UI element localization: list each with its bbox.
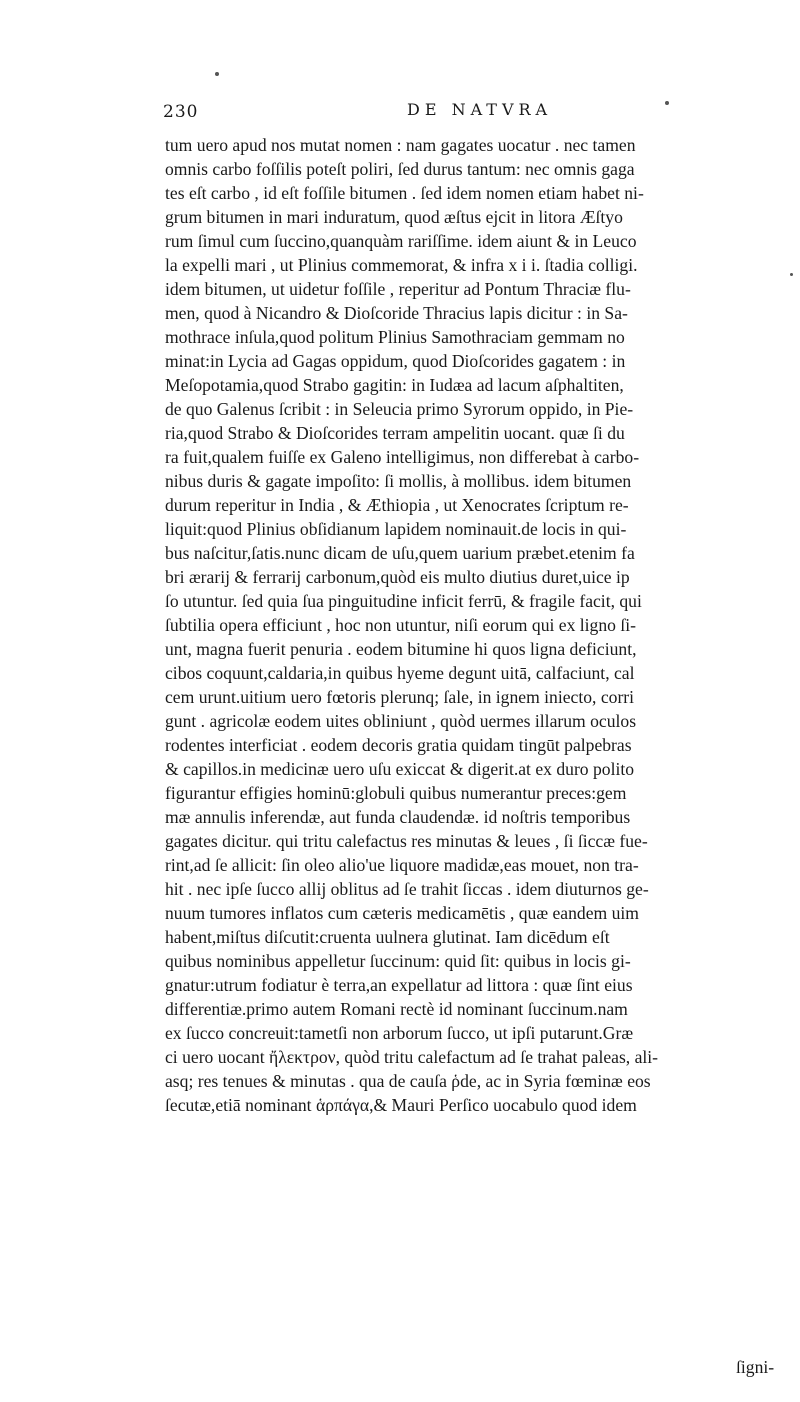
text-line: gunt . agricolæ eodem uites obliniunt , quòd uermes illarum oculos <box>165 711 637 731</box>
text-line: ex ſucco concreuit:tametſi non arborum ſucco, ut ipſi putarunt.Græ <box>165 1023 634 1043</box>
text-line: tes eſt carbo , id eſt foſſile bitumen . ſed idem nomen etiam habet ni- <box>165 183 644 203</box>
text-line: ci uero uocant ἤλεκτρον, quòd tritu calefactum ad ſe trahat paleas, ali- <box>165 1047 659 1067</box>
running-head: DE NATVRA <box>407 100 553 119</box>
text-line: Meſopotamia,quod Strabo gagitin: in Iudæa ad lacum aſphaltiten, <box>165 375 624 395</box>
text-line: asq; res tenues & minutas . qua de cauſa ῥde, ac in Syria fœminæ eos <box>165 1071 651 1091</box>
text-line: minat:in Lycia ad Gagas oppidum, quod Dioſcorides gagatem : in <box>165 351 626 371</box>
text-line: differentiæ.primo autem Romani rectè id nominant ſuccinum.nam <box>165 999 628 1019</box>
page-header <box>0 100 800 130</box>
text-line: de quo Galenus ſcribit : in Seleucia primo Syrorum oppido, in Pie- <box>165 399 634 419</box>
text-line: bri ærarij & ferrarij carbonum,quòd eis multo diutius duret,uice ip <box>165 567 630 587</box>
catchword: ſigni- <box>736 1357 775 1377</box>
text-line: hit . nec ipſe ſucco allij oblitus ad ſe trahit ſiccas . idem diuturnos ge- <box>165 879 649 899</box>
text-line: durum reperitur in India , & Æthiopia , ut Xenocrates ſcriptum re- <box>165 495 629 515</box>
text-line: cem urunt.uitium uero fœtoris plerunq; ſale, in ignem iniecto, corri <box>165 687 635 707</box>
text-line: grum bitumen in mari induratum, quod æſtus ejcit in litora Æſtyo <box>165 207 623 227</box>
text-line: nibus duris & gagate impoſito: ſi mollis, à mollibus. idem bitumen <box>165 471 632 491</box>
ink-speck <box>215 72 219 76</box>
text-line: rint,ad ſe allicit: ſin oleo alio'ue liquore madidæ,eas mouet, non tra- <box>165 855 639 875</box>
text-line: men, quod à Nicandro & Dioſcoride Thracius lapis dicitur : in Sa- <box>165 303 628 323</box>
text-line: & capillos.in medicinæ uero uſu exiccat & digerit.at ex duro polito <box>165 759 635 779</box>
text-line: ſecutæ,etiā nominant ἁρπάγα,& Mauri Perſico uocabulo quod idem <box>165 1095 637 1115</box>
text-line: gagates dicitur. qui tritu calefactus res minutas & leues , ſi ſiccæ fue- <box>165 831 648 851</box>
text-line: bus naſcitur,ſatis.nunc dicam de uſu,quem uarium præbet.etenim fa <box>165 543 635 563</box>
text-line: ſo utuntur. ſed quia ſua pinguitudine inficit ferrū, & fragile facit, qui <box>165 591 642 611</box>
text-line: nuum tumores inflatos cum cæteris medicamētis , quæ eandem uim <box>165 903 639 923</box>
text-line: gnatur:utrum fodiatur è terra,an expellatur ad littora : quæ ſint eius <box>165 975 633 995</box>
text-line: figurantur effigies hominū:globuli quibus numerantur preces:gem <box>165 783 627 803</box>
text-line: unt, magna fuerit penuria . eodem bitumine hi quos ligna deficiunt, <box>165 639 637 659</box>
text-line: idem bitumen, ut uidetur foſſile , reperitur ad Pontum Thraciæ flu- <box>165 279 631 299</box>
text-line: la expelli mari , ut Plinius commemorat, & infra x i i. ſtadia colligi. <box>165 255 638 275</box>
text-line: rum ſimul cum ſuccino,quanquàm rariſſime. idem aiunt & in Leuco <box>165 231 637 251</box>
text-line: tum uero apud nos mutat nomen : nam gagates uocatur . nec tamen <box>165 135 636 155</box>
text-line: omnis carbo foſſilis poteſt poliri, ſed durus tantum: nec omnis gaga <box>165 159 635 179</box>
text-line: ra fuit,qualem fuiſſe ex Galeno intelligimus, non differebat à carbo- <box>165 447 640 467</box>
ink-speck <box>790 273 793 276</box>
text-line: quibus nominibus appelletur ſuccinum: quid ſit: quibus in locis gi- <box>165 951 631 971</box>
text-line: cibos coquunt,caldaria,in quibus hyeme degunt uitā, calfaciunt, cal <box>165 663 635 683</box>
body-text <box>165 133 790 1117</box>
text-line: rodentes interficiat . eodem decoris gratia quidam tingūt palpebras <box>165 735 632 755</box>
page-number: 230 <box>163 102 199 122</box>
text-line: ſubtilia opera efficiunt , hoc non utuntur, niſi eorum qui ex ligno ſi- <box>165 615 636 635</box>
text-line: habent,miſtus diſcutit:cruenta uulnera glutinat. Iam dicēdum eſt <box>165 927 610 947</box>
text-line: liquit:quod Plinius obſidianum lapidem nominauit.de locis in qui- <box>165 519 627 539</box>
text-line: mothrace inſula,quod politum Plinius Samothraciam gemmam no <box>165 327 625 347</box>
text-line: ria,quod Strabo & Dioſcorides terram ampelitin uocant. quæ ſi du <box>165 423 625 443</box>
text-line: mæ annulis inferendæ, aut funda claudendæ. id noſtris temporibus <box>165 807 631 827</box>
